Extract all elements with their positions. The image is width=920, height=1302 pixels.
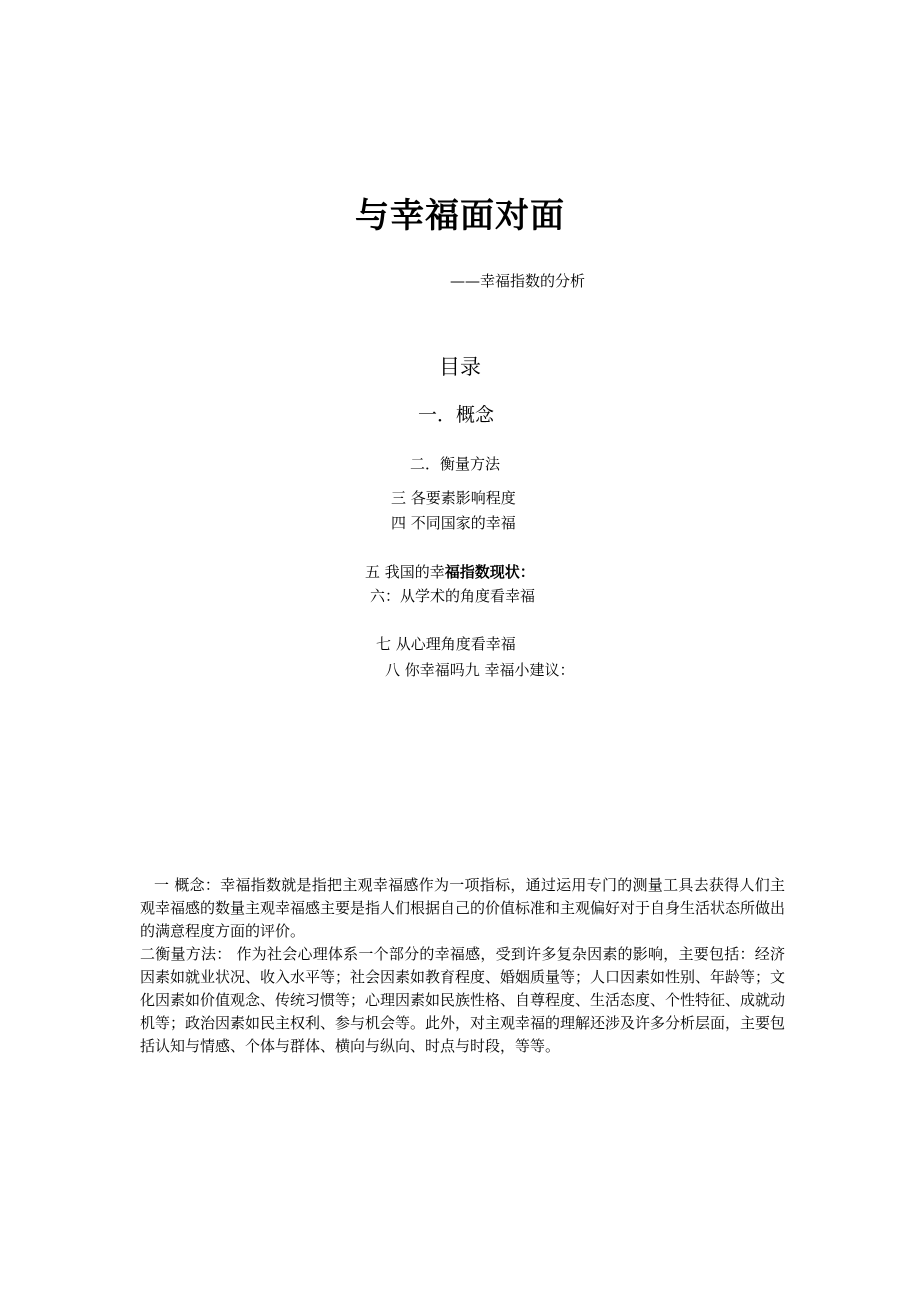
- toc-heading: 目录: [439, 355, 481, 379]
- toc-item-countries: 四 不同国家的幸福: [391, 514, 516, 532]
- toc-item-concept: 一．概念: [418, 404, 495, 426]
- toc-item-china-status: [365, 561, 535, 583]
- toc-item-measurement: 二．衡量方法: [410, 455, 501, 473]
- document-title: 与幸福面对面: [355, 196, 565, 236]
- toc-item-china-status-prefix: 五 我国的幸: [365, 563, 445, 581]
- toc-item-academic: 六：从学术的角度看幸福: [370, 587, 536, 605]
- paragraph-measurement: 二衡量方法： 作为社会心理体系一个部分的幸福感，受到许多复杂因素的影响，主要包括：经济因素如就业状况、收入水平等；社会因素如教育程度、婚姻质量等；人口因素如性别、年龄等；文化因素如价值观念、传统习惯等；心理因素如民族性格、自尊程度、生活态度、个性特征、成就动机等；政治因素如民主权利、参与机会等。此外，对主观幸福的理解还涉及许多分析层面，主要包括认知与情感、个体与群体、横向与纵向、时点与时段，等等。: [140, 945, 786, 1055]
- toc-item-psychology: 七 从心理角度看幸福: [376, 635, 516, 653]
- toc-item-factors: 三 各要素影响程度: [391, 489, 516, 507]
- toc-item-china-status-bold: 福指数现状：: [444, 563, 535, 581]
- paragraph-concept: 一 概念：幸福指数就是指把主观幸福感作为一项指标，通过运用专门的测量工具去获得人们主观幸福感的数量主观幸福感主要是指人们根据自己的价值标准和主观偏好对于自身生活状态所做出的满意程度方面的评价。: [140, 876, 786, 940]
- toc-item-suggestions: 八 你幸福吗九 幸福小建议：: [385, 661, 575, 679]
- document-subtitle: ——幸福指数的分析: [450, 272, 586, 290]
